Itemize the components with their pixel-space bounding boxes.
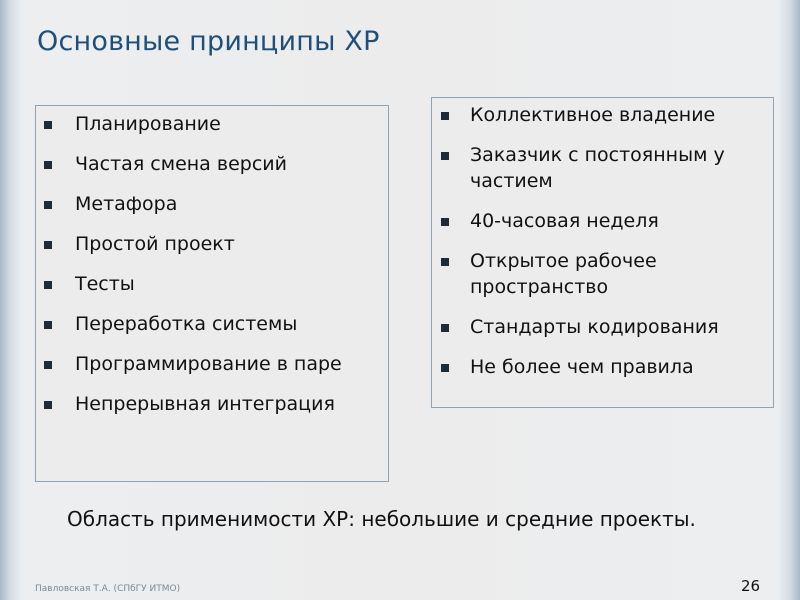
square-bullet-icon	[44, 361, 52, 369]
square-bullet-icon	[44, 161, 52, 169]
list-item-label: Открытое рабочее пространство	[470, 250, 657, 298]
page-number: 26	[741, 577, 761, 595]
list-item-label: Непрерывная интеграция	[75, 393, 335, 415]
list-item	[432, 314, 773, 340]
list-item	[36, 391, 388, 417]
principles-box-left	[35, 105, 389, 482]
square-bullet-icon	[44, 241, 52, 249]
square-bullet-icon	[441, 112, 449, 120]
list-item	[36, 231, 388, 257]
principles-box-right	[431, 97, 774, 408]
list-item-label: Стандарты кодирования	[470, 316, 719, 338]
list-item	[432, 102, 773, 128]
list-item	[36, 271, 388, 297]
square-bullet-icon	[44, 401, 52, 409]
list-item-label: Переработка системы	[75, 313, 298, 335]
list-item	[432, 142, 773, 194]
list-item	[432, 208, 773, 234]
list-item	[36, 311, 388, 337]
list-item	[432, 248, 773, 300]
slide-title: Основные принципы XP	[37, 26, 380, 57]
principles-list-right	[432, 98, 773, 380]
square-bullet-icon	[44, 201, 52, 209]
list-item-label: Коллективное владение	[470, 104, 716, 126]
square-bullet-icon	[441, 364, 449, 372]
list-item-label: Частая смена версий	[75, 153, 287, 175]
square-bullet-icon	[44, 321, 52, 329]
principles-list-left	[36, 106, 388, 417]
square-bullet-icon	[441, 218, 449, 226]
list-item-label: Не более чем правила	[470, 356, 694, 378]
list-item-label: Планирование	[75, 113, 221, 135]
list-item-label: Простой проект	[75, 233, 235, 255]
list-item	[36, 151, 388, 177]
square-bullet-icon	[44, 121, 52, 129]
list-item	[36, 191, 388, 217]
list-item-label: Метафора	[75, 193, 178, 215]
list-item-label: 40-часовая неделя	[470, 210, 659, 232]
square-bullet-icon	[441, 152, 449, 160]
list-item	[432, 354, 773, 380]
list-item-label: Заказчик с постоянным у частием	[470, 144, 725, 192]
square-bullet-icon	[441, 324, 449, 332]
list-item-label: Программирование в паре	[75, 353, 342, 375]
list-item	[36, 351, 388, 377]
footer-author: Павловская Т.А. (СПбГУ ИТМО)	[35, 584, 181, 594]
list-item-label: Тесты	[75, 273, 135, 295]
square-bullet-icon	[441, 258, 449, 266]
list-item	[36, 111, 388, 137]
square-bullet-icon	[44, 281, 52, 289]
scope-statement: Область применимости XP: небольшие и средние проекты.	[67, 507, 696, 531]
